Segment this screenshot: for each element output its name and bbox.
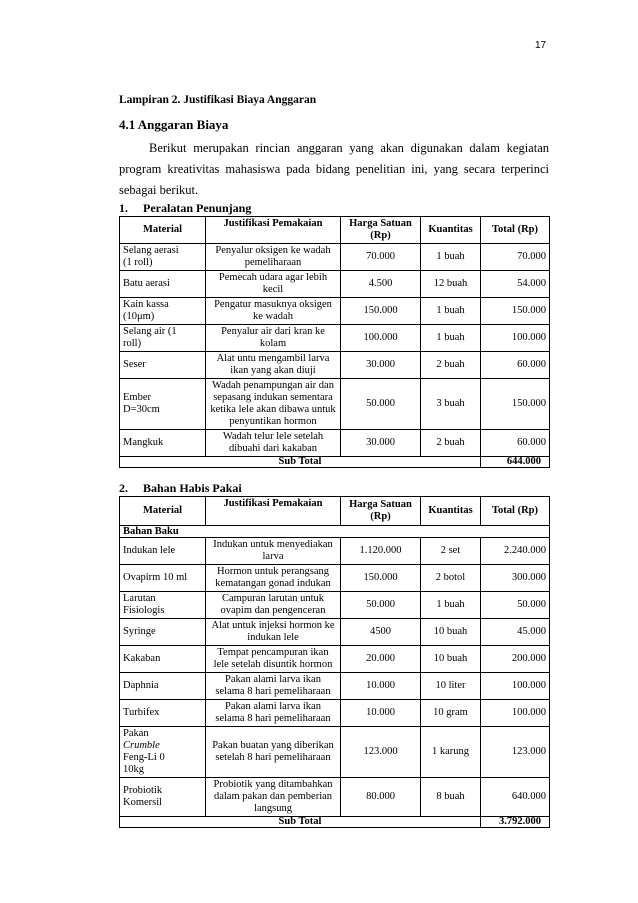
cell-line: kematangan gonad indukan: [215, 578, 331, 589]
cell-line: pemeliharaan: [244, 257, 302, 268]
subtotal-label: Sub Total: [120, 457, 481, 468]
material-cell: [120, 646, 206, 673]
harga-cell: 10.000: [341, 673, 421, 700]
harga-cell: 70.000: [341, 244, 421, 271]
cell-line: (Rp): [370, 230, 391, 241]
cell-line: Ember: [123, 392, 151, 403]
cell-line: Kuantitas: [428, 505, 473, 516]
table-header: [120, 217, 550, 244]
intro-paragraph: [119, 138, 549, 201]
harga-cell: 100.000: [341, 325, 421, 352]
justifikasi-cell: [206, 538, 341, 565]
cell-line: Pakan: [123, 728, 149, 739]
subtotal-row: [120, 817, 550, 828]
table-row: [120, 700, 550, 727]
total-cell: 200.000: [481, 646, 550, 673]
harga-cell: 1.120.000: [341, 538, 421, 565]
header-cell-kuantitas: [421, 497, 481, 526]
cell-line: langsung: [254, 803, 292, 814]
material-cell: [120, 244, 206, 271]
cell-line: Indukan untuk menyediakan: [213, 539, 333, 550]
cell-line: sepasang indukan sementara: [213, 392, 333, 403]
cell-line: Kain kassa: [123, 299, 169, 310]
table-header: [120, 497, 550, 526]
bahan-habis-pakai-section: [119, 481, 549, 828]
cell-line: Wadah telur lele setelah: [222, 431, 324, 442]
cell-line: ikan yang akan diuji: [230, 365, 316, 376]
cell-line: Alat untuk injeksi hormon ke: [211, 620, 335, 631]
total-cell: 100.000: [481, 673, 550, 700]
justifikasi-cell: [206, 646, 341, 673]
section-heading: [119, 481, 549, 496]
kuantitas-cell: 3 buah: [421, 379, 481, 430]
cell-line: Alat untu mengambil larva: [216, 353, 330, 364]
justifikasi-cell: [206, 379, 341, 430]
cell-line: Campuran larutan untuk: [221, 593, 325, 604]
cell-line: Ovapirm 10 ml: [123, 572, 188, 583]
table-row: [120, 298, 550, 325]
kuantitas-cell: 2 buah: [421, 430, 481, 457]
cell-line: (1 roll): [123, 257, 153, 268]
cell-line: Justifikasi Pemakaian: [223, 218, 323, 229]
section-number: 1.: [119, 201, 128, 215]
cell-line: Pakan alami larva ikan: [225, 701, 321, 712]
cell-line: Total (Rp): [492, 505, 538, 516]
group-label: Bahan Baku: [120, 526, 550, 538]
total-cell: 150.000: [481, 298, 550, 325]
total-cell: 640.000: [481, 778, 550, 817]
table-body: [120, 244, 550, 468]
header-cell-harga: [341, 217, 421, 244]
header-cell-material: [120, 497, 206, 526]
page-content: [119, 0, 549, 828]
harga-cell: 20.000: [341, 646, 421, 673]
cell-line: 10kg: [123, 764, 144, 775]
cell-line: ke wadah: [253, 311, 293, 322]
cell-line: Material: [142, 224, 183, 235]
table-row: [120, 271, 550, 298]
total-cell: 54.000: [481, 271, 550, 298]
peralatan-penunjang-table: [119, 216, 550, 468]
harga-cell: 4500: [341, 619, 421, 646]
cell-line: Tempat pencampuran ikan: [217, 647, 329, 658]
table-row: [120, 352, 550, 379]
table-row: [120, 727, 550, 778]
cell-line: Kakaban: [123, 653, 161, 664]
material-cell: [120, 430, 206, 457]
kuantitas-cell: 2 botol: [421, 565, 481, 592]
material-cell: [120, 592, 206, 619]
section-heading: [119, 201, 549, 216]
header-cell-material: [120, 217, 206, 244]
cell-line: penyuntikan hormon: [229, 416, 317, 427]
material-cell: [120, 565, 206, 592]
cell-line: lele setelah disuntik hormon: [213, 659, 333, 670]
cell-line: Probiotik yang ditambahkan: [213, 779, 333, 790]
bahan-habis-pakai-table: [119, 496, 550, 828]
material-cell: [120, 700, 206, 727]
subtotal-value: 644.000: [481, 457, 550, 468]
table-row: [120, 619, 550, 646]
material-cell: [120, 619, 206, 646]
section-number: 2.: [119, 481, 128, 495]
section-title: 4.1 Anggaran Biaya: [119, 117, 229, 132]
total-cell: 150.000: [481, 379, 550, 430]
cell-line: (Rp): [370, 511, 391, 522]
justifikasi-cell: [206, 430, 341, 457]
cell-line: Justifikasi Pemakaian: [223, 498, 323, 509]
cell-line: Wadah penampungan air dan: [212, 380, 334, 391]
kuantitas-cell: 1 karung: [421, 727, 481, 778]
cell-line: Fisiologis: [123, 605, 165, 616]
kuantitas-cell: 2 set: [421, 538, 481, 565]
kuantitas-cell: 2 buah: [421, 352, 481, 379]
total-cell: 60.000: [481, 430, 550, 457]
total-cell: 70.000: [481, 244, 550, 271]
cell-line: Feng-Li 0: [123, 752, 165, 763]
cell-line: Komersil: [123, 797, 163, 808]
cell-line: Batu aerasi: [123, 278, 170, 289]
table-body: [120, 526, 550, 828]
subtotal-row: [120, 457, 550, 468]
cell-line: Larutan: [123, 593, 156, 604]
justifikasi-cell: [206, 619, 341, 646]
justifikasi-cell: [206, 325, 341, 352]
cell-line: Pakan alami larva ikan: [225, 674, 321, 685]
material-cell: [120, 298, 206, 325]
harga-cell: 150.000: [341, 565, 421, 592]
subtotal-value: 3.792.000: [481, 817, 550, 828]
cell-line: (10μm): [123, 311, 155, 322]
kuantitas-cell: 10 gram: [421, 700, 481, 727]
total-cell: 2.240.000: [481, 538, 550, 565]
cell-line: Harga Satuan: [349, 218, 412, 229]
justifikasi-cell: [206, 700, 341, 727]
material-cell: [120, 325, 206, 352]
header-cell-total: [481, 217, 550, 244]
justifikasi-cell: [206, 673, 341, 700]
material-cell: [120, 538, 206, 565]
material-cell: [120, 379, 206, 430]
table-row: [120, 244, 550, 271]
cell-line: Hormon untuk perangsang: [217, 566, 329, 577]
cell-line: Penyalur oksigen ke wadah: [215, 245, 331, 256]
table-row: [120, 646, 550, 673]
cell-line: Pengatur masuknya oksigen: [214, 299, 332, 310]
harga-cell: 123.000: [341, 727, 421, 778]
table-row: [120, 778, 550, 817]
table-row: [120, 538, 550, 565]
kuantitas-cell: 10 liter: [421, 673, 481, 700]
cell-line: dalam pakan dan pemberian: [213, 791, 333, 802]
total-cell: 123.000: [481, 727, 550, 778]
total-cell: 50.000: [481, 592, 550, 619]
header-row: [120, 497, 550, 526]
header-cell-justifikasi: [206, 497, 341, 526]
kuantitas-cell: 12 buah: [421, 271, 481, 298]
justifikasi-cell: [206, 244, 341, 271]
total-cell: 100.000: [481, 700, 550, 727]
justifikasi-cell: [206, 298, 341, 325]
cell-line: indukan lele: [247, 632, 299, 643]
cell-line: ketika lele akan dibawa untuk: [210, 404, 336, 415]
intro-line: Berikut merupakan rincian anggaran yang akan digunakan dalam kegiatan: [149, 141, 549, 155]
cell-line: Turbifex: [123, 707, 160, 718]
table-row: [120, 325, 550, 352]
header-cell-kuantitas: [421, 217, 481, 244]
subtotal-label: Sub Total: [120, 817, 481, 828]
kuantitas-cell: 1 buah: [421, 244, 481, 271]
appendix-title: Lampiran 2. Justifikasi Biaya Anggaran: [119, 94, 317, 106]
total-cell: 300.000: [481, 565, 550, 592]
cell-line: Kuantitas: [428, 224, 473, 235]
material-cell: [120, 778, 206, 817]
justifikasi-cell: [206, 592, 341, 619]
cell-line: Harga Satuan: [349, 499, 412, 510]
cell-line: dibuahi dari kakaban: [228, 443, 318, 454]
page-number: 17: [535, 40, 547, 51]
material-cell: [120, 673, 206, 700]
cell-line: Seser: [123, 359, 146, 370]
harga-cell: 150.000: [341, 298, 421, 325]
table-row: [120, 592, 550, 619]
table-row: [120, 673, 550, 700]
cell-line: Selang air (1: [123, 326, 177, 337]
cell-line: Pemecah udara agar lebih: [218, 272, 328, 283]
justifikasi-cell: [206, 727, 341, 778]
cell-line: selama 8 hari pemeliharaan: [215, 713, 331, 724]
cell-line: D=30cm: [123, 404, 160, 415]
header-cell-justifikasi: [206, 217, 341, 244]
justifikasi-cell: [206, 271, 341, 298]
material-cell: [120, 352, 206, 379]
justifikasi-cell: [206, 565, 341, 592]
cell-line: ovapim dan pengenceran: [220, 605, 326, 616]
cell-line: larva: [262, 551, 284, 562]
cell-line: Indukan lele: [123, 545, 176, 556]
kuantitas-cell: 1 buah: [421, 298, 481, 325]
cell-line: Mangkuk: [123, 437, 164, 448]
cell-line: Daphnia: [123, 680, 159, 691]
cell-line: Selang aerasi: [123, 245, 179, 256]
budget-tables: [119, 201, 549, 828]
kuantitas-cell: 10 buah: [421, 646, 481, 673]
total-cell: 60.000: [481, 352, 550, 379]
harga-cell: 4.500: [341, 271, 421, 298]
harga-cell: 50.000: [341, 592, 421, 619]
material-cell: [120, 727, 206, 778]
cell-line: setelah 8 hari pemeliharaan: [215, 752, 331, 763]
cell-line: kolam: [259, 338, 287, 349]
cell-line: kecil: [262, 284, 284, 295]
cell-line: Material: [142, 505, 183, 516]
header-cell-harga: [341, 497, 421, 526]
material-cell: [120, 271, 206, 298]
header-cell-total: [481, 497, 550, 526]
group-label-row: [120, 526, 550, 538]
kuantitas-cell: 10 buah: [421, 619, 481, 646]
kuantitas-cell: 1 buah: [421, 325, 481, 352]
table-row: [120, 379, 550, 430]
peralatan-penunjang-section: [119, 201, 549, 468]
harga-cell: 30.000: [341, 352, 421, 379]
justifikasi-cell: [206, 778, 341, 817]
harga-cell: 30.000: [341, 430, 421, 457]
cell-line: roll): [123, 338, 142, 349]
total-cell: 45.000: [481, 619, 550, 646]
harga-cell: 50.000: [341, 379, 421, 430]
cell-line: Syringe: [123, 626, 156, 637]
section-heading-title: Peralatan Penunjang: [143, 201, 252, 215]
cell-line: Crumble: [123, 740, 160, 751]
cell-line: Pakan buatan yang diberikan: [212, 740, 334, 751]
header-row: [120, 217, 550, 244]
justifikasi-cell: [206, 352, 341, 379]
section-heading-title: Bahan Habis Pakai: [143, 481, 242, 495]
total-cell: 100.000: [481, 325, 550, 352]
intro-line: program kreativitas mahasiswa pada bidang penelitian ini, yang secara terperinci: [119, 162, 549, 176]
harga-cell: 80.000: [341, 778, 421, 817]
cell-line: selama 8 hari pemeliharaan: [215, 686, 331, 697]
cell-line: Total (Rp): [492, 224, 538, 235]
cell-line: Probiotik: [123, 785, 163, 796]
kuantitas-cell: 1 buah: [421, 592, 481, 619]
table-row: [120, 430, 550, 457]
harga-cell: 10.000: [341, 700, 421, 727]
cell-line: Penyalur air dari kran ke: [221, 326, 325, 337]
kuantitas-cell: 8 buah: [421, 778, 481, 817]
table-row: [120, 565, 550, 592]
intro-line: sebagai berikut.: [119, 183, 199, 197]
